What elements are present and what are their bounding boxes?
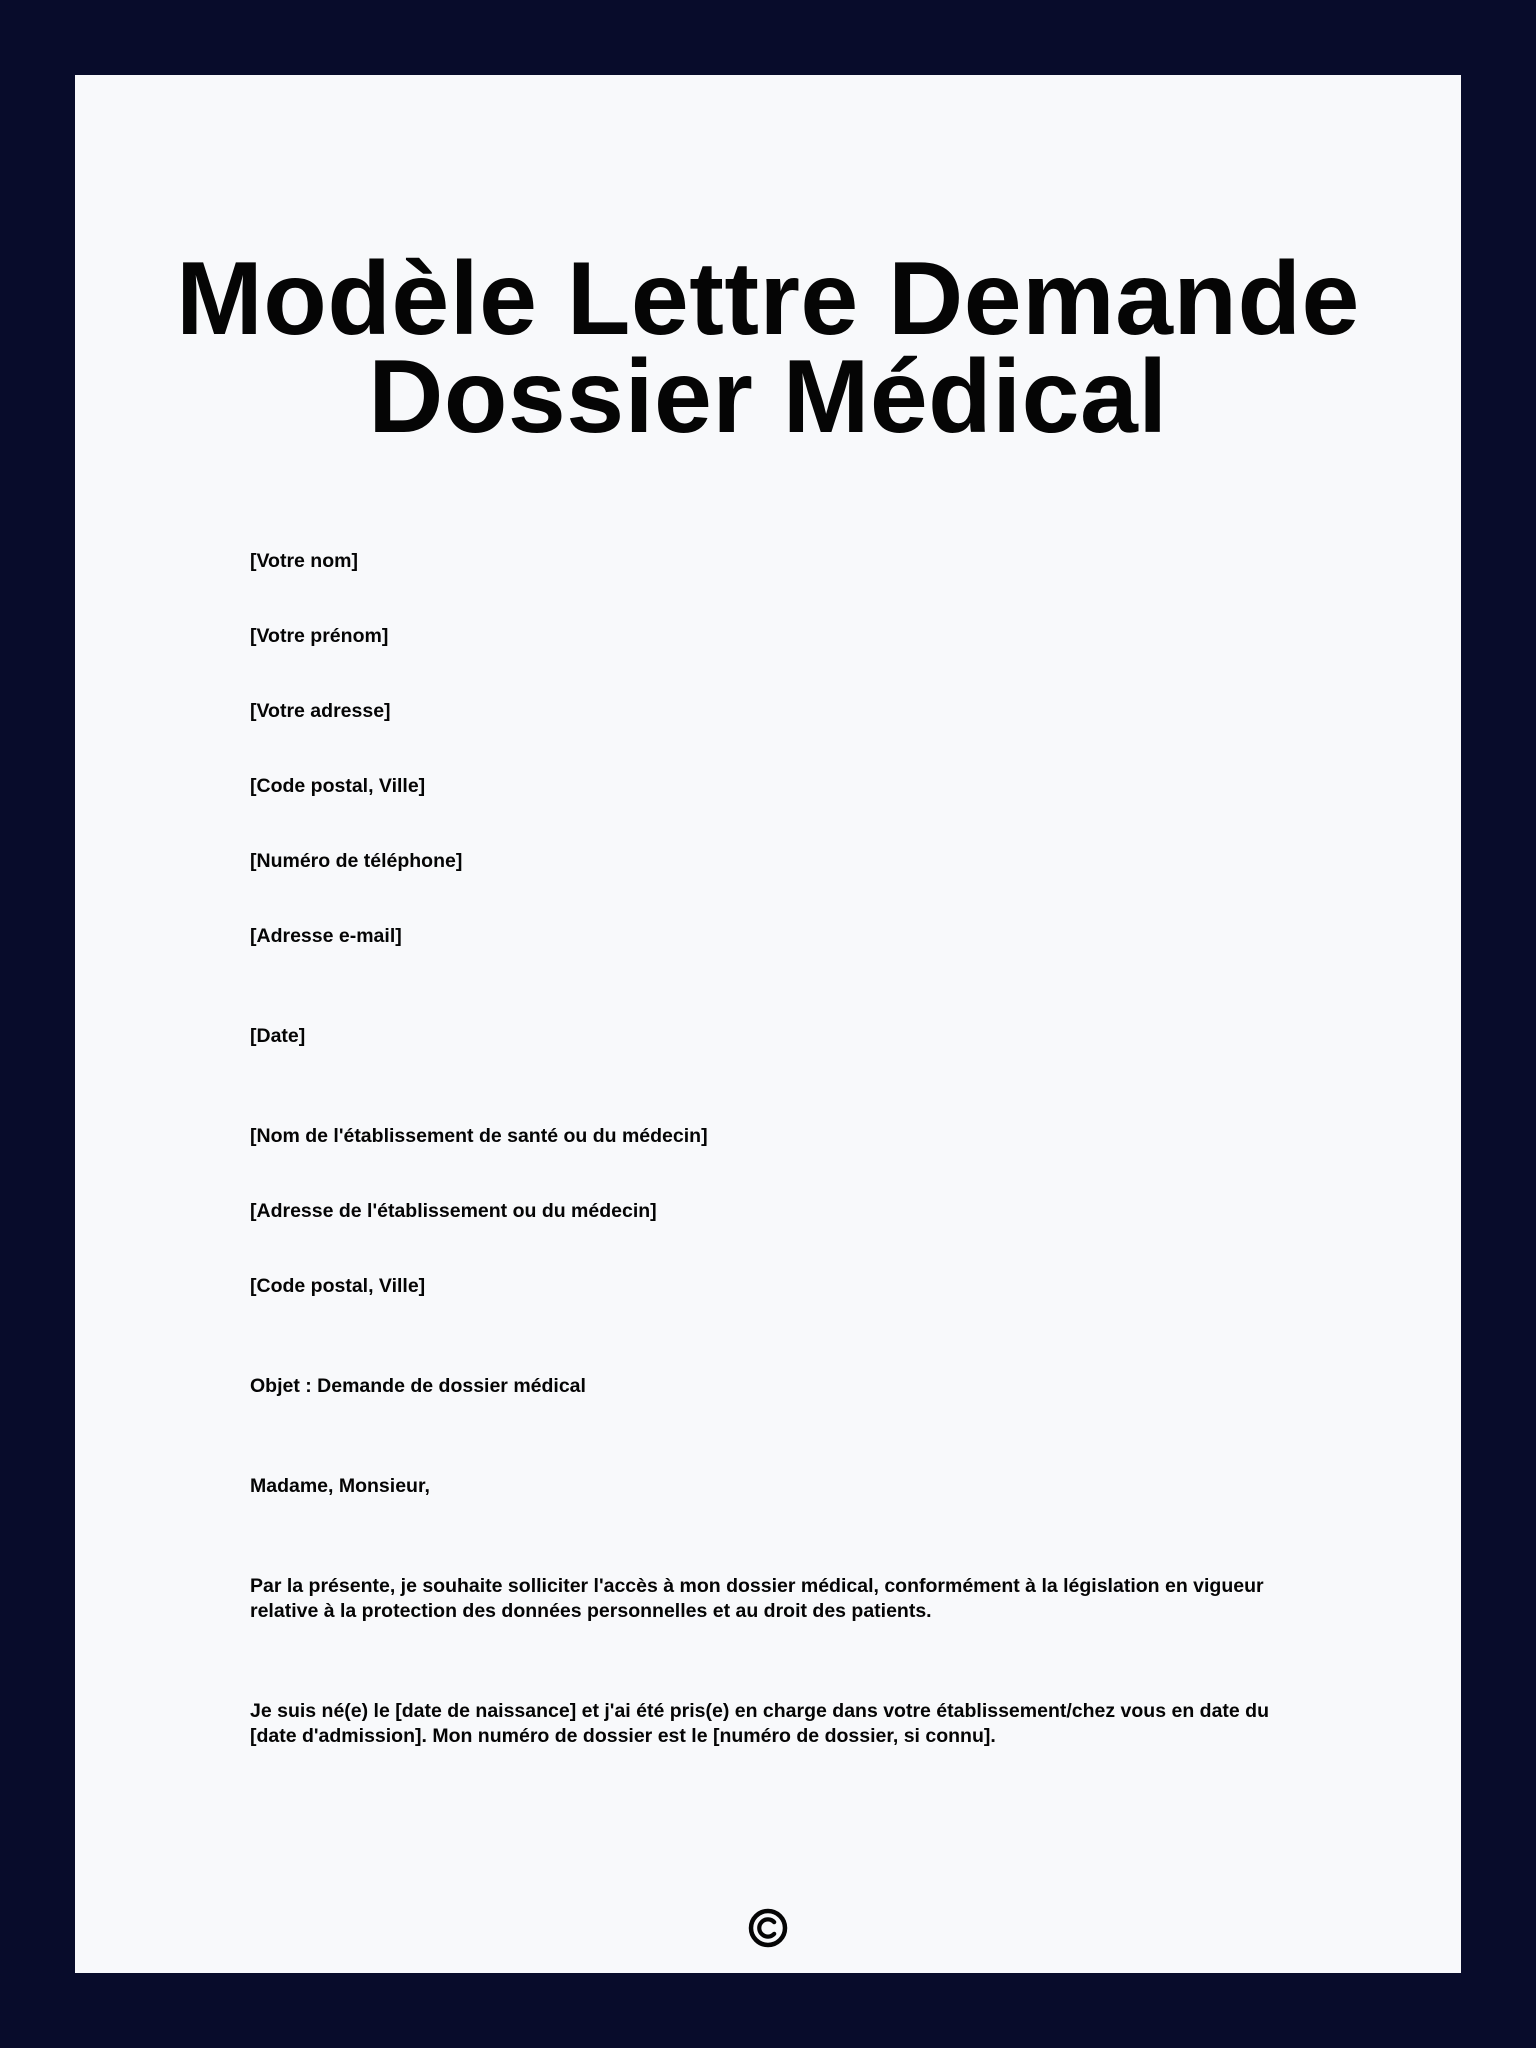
sender-name: [Votre nom]: [250, 550, 358, 572]
title-line-2: Dossier Médical: [368, 339, 1168, 455]
letter-salutation: Madame, Monsieur,: [250, 1475, 430, 1497]
sender-postal-city: [Code postal, Ville]: [250, 775, 426, 797]
page-title: [75, 241, 1461, 455]
recipient-address: [Adresse de l'établissement ou du médecin]: [250, 1200, 657, 1222]
letter-page: [75, 75, 1461, 1973]
sender-email: [Adresse e-mail]: [250, 925, 402, 947]
sender-first-name: [Votre prénom]: [250, 625, 389, 647]
copyright-icon: [743, 1903, 793, 1953]
sender-phone: [Numéro de téléphone]: [250, 850, 463, 872]
letter-paragraph-2: Je suis né(e) le [date de naissance] et j'ai été pris(e) en charge dans votre établissement/chez vous en date du [date d'admission]. Mon numéro de dossier est le [numéro de dossier, si connu].: [250, 1700, 1269, 1747]
recipient-postal-city: [Code postal, Ville]: [250, 1275, 426, 1297]
recipient-name: [Nom de l'établissement de santé ou du médecin]: [250, 1125, 708, 1147]
title-line-1: Modèle Lettre Demande: [176, 241, 1360, 357]
sender-address: [Votre adresse]: [250, 700, 391, 722]
letter-subject: Objet : Demande de dossier médical: [250, 1375, 586, 1397]
letter-date: [Date]: [250, 1025, 306, 1047]
letter-paragraph-1: Par la présente, je souhaite solliciter l'accès à mon dossier médical, conformément à la législation en vigueur relative à la protection des données personnelles et au droit des patients.: [250, 1575, 1264, 1622]
